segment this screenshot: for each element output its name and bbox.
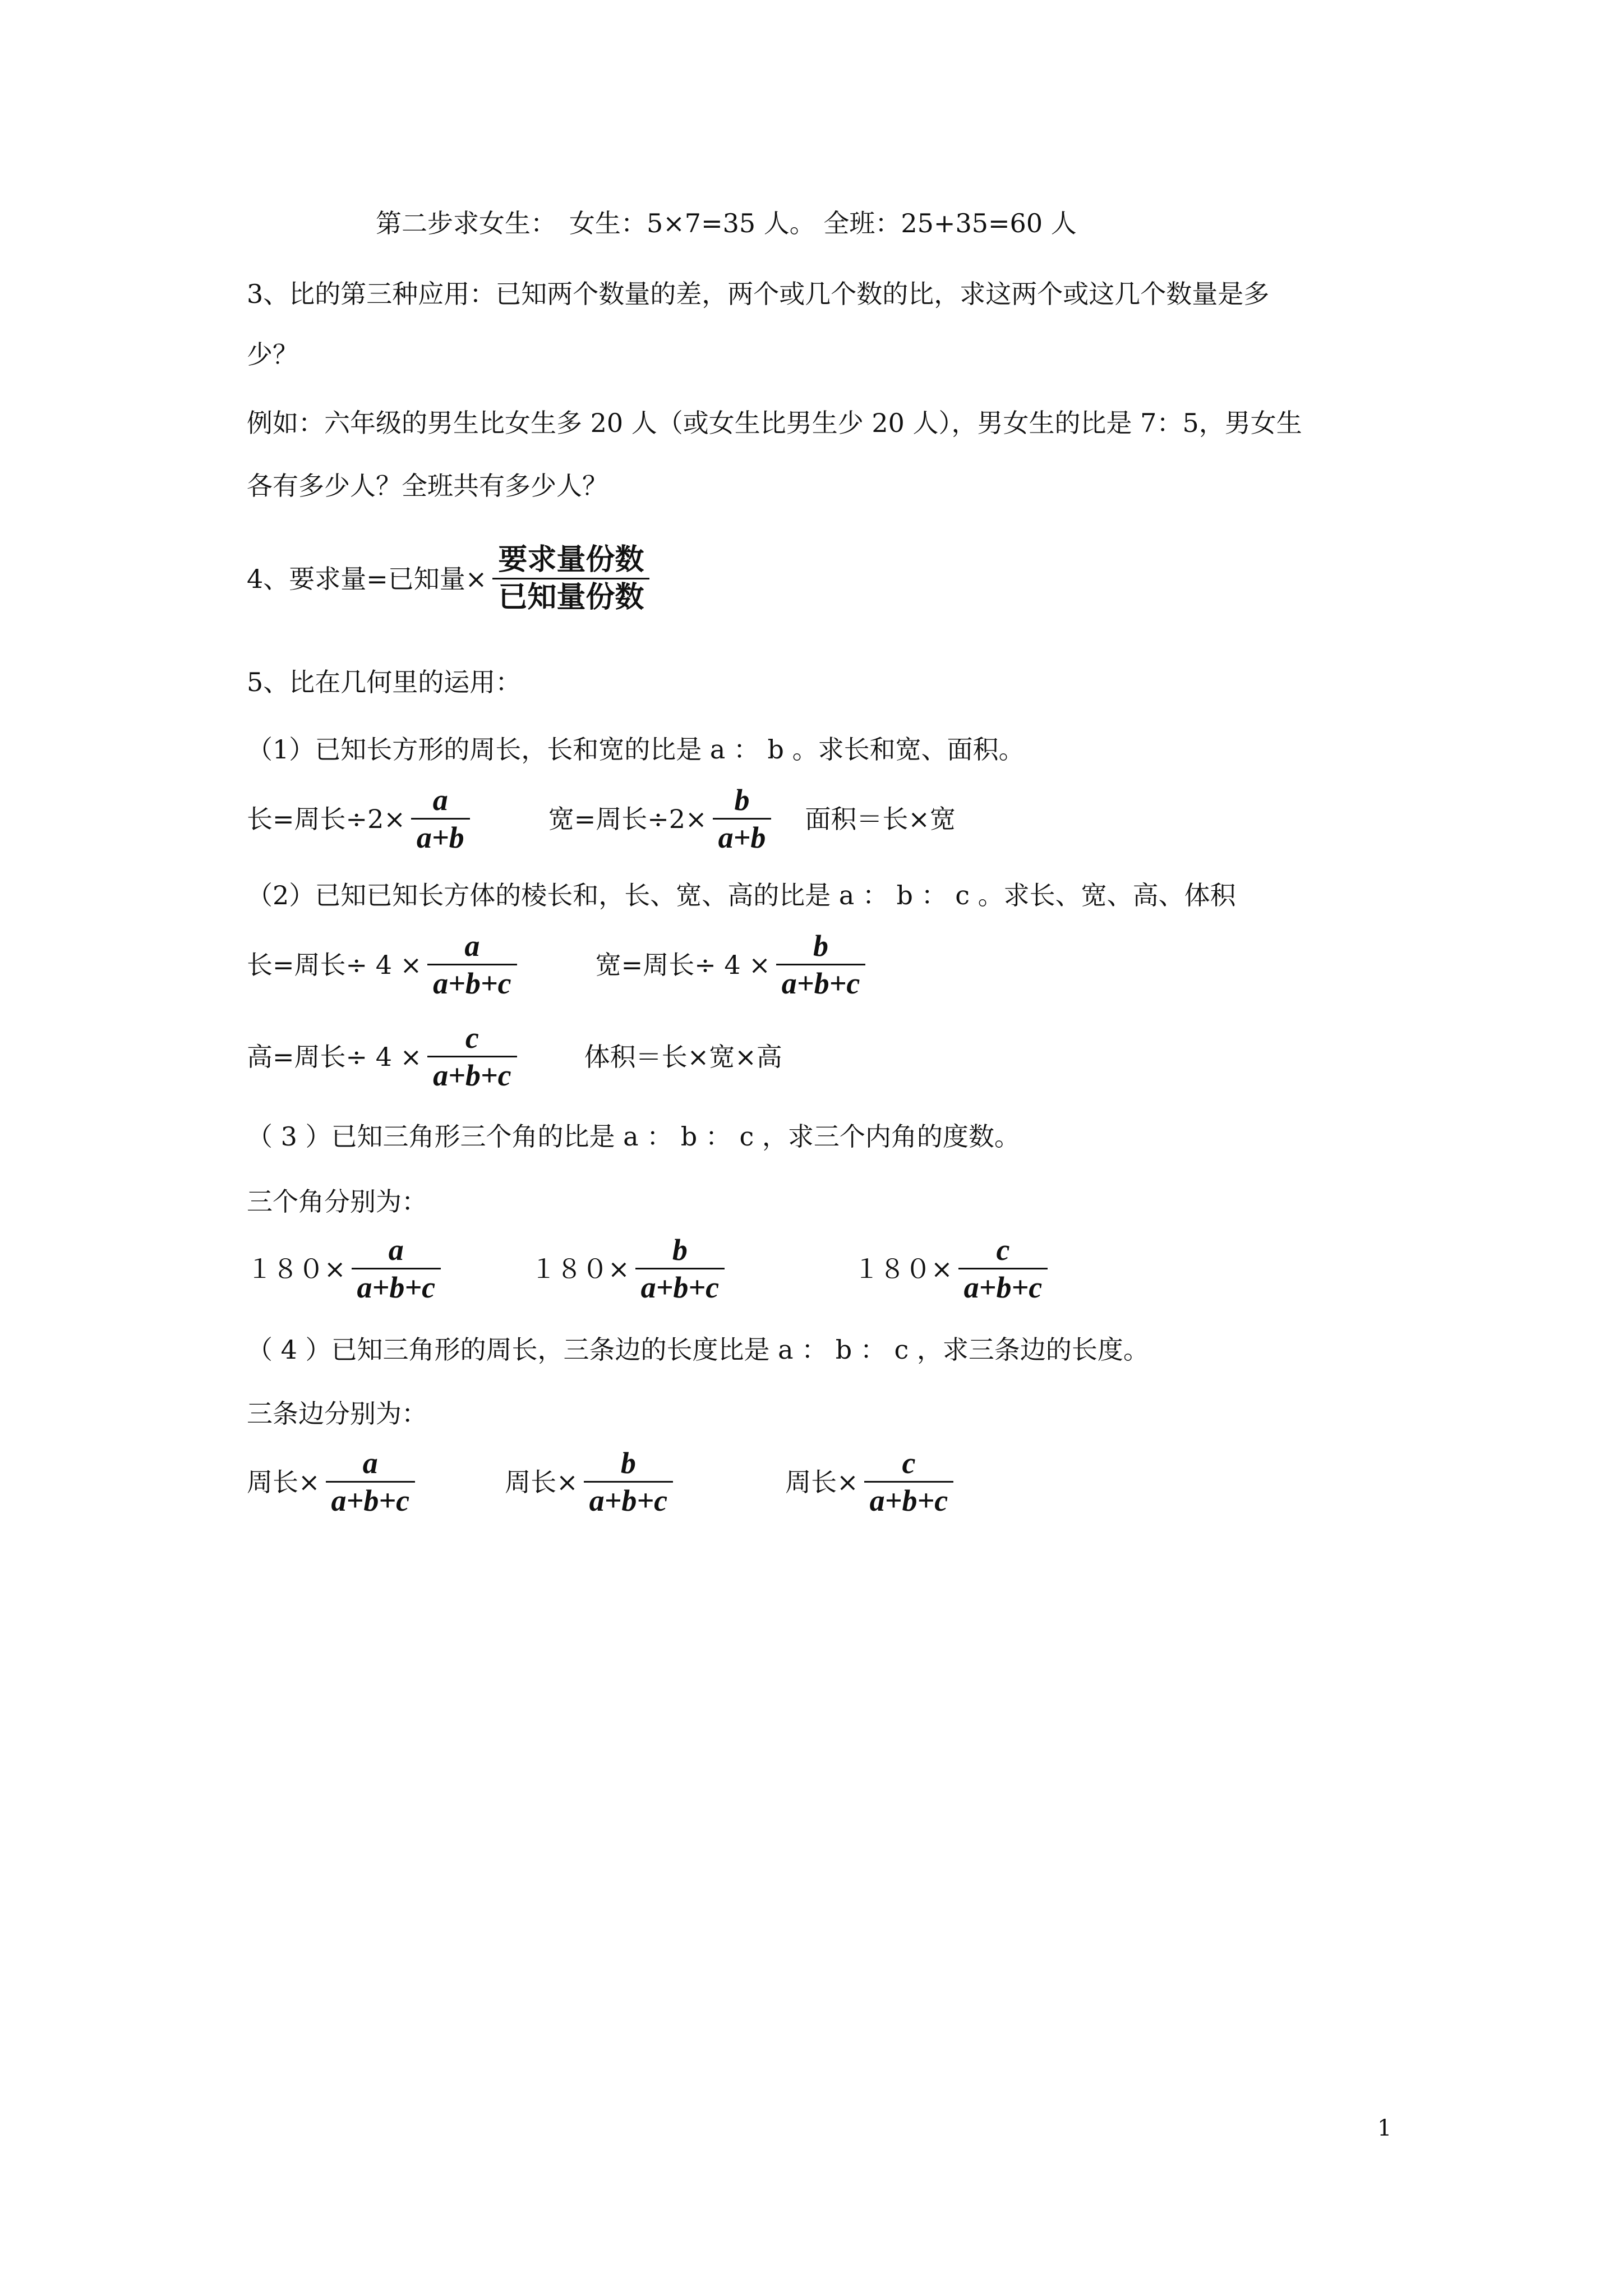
angle-prefix: １８０×	[854, 1253, 953, 1284]
box-volume-formula: 体积＝长×宽×高	[584, 1041, 782, 1072]
numerator: c	[465, 1021, 479, 1055]
item4-numerator: 要求量份数	[498, 543, 644, 577]
numerator: b	[620, 1446, 636, 1480]
text-line-sub4	[247, 1333, 1149, 1366]
formula-line-box-1	[247, 928, 871, 1001]
rect-length-fraction	[411, 782, 470, 855]
item4-fraction	[492, 542, 649, 615]
formula-line-rectangle	[247, 782, 956, 855]
denominator: a+b+c	[640, 1271, 720, 1304]
angle-c-fraction	[958, 1232, 1048, 1305]
example-text: 例如：六年级的男生比女生多 20 人（或女生比男生少 20 人），男女生的比是 7：5，男女生	[247, 408, 1302, 438]
item4-prefix: 4、要求量=已知量×	[247, 563, 487, 594]
text-line-example-cont	[247, 469, 608, 503]
denominator: a+b+c	[357, 1271, 436, 1304]
denominator: a+b	[416, 821, 464, 854]
rect-area-formula: 面积＝长×宽	[805, 803, 956, 834]
page-number: 1	[1377, 2115, 1392, 2141]
box-width-fraction	[776, 928, 866, 1001]
item4-denominator: 已知量份数	[498, 581, 644, 614]
numerator: b	[672, 1233, 688, 1267]
denominator: a+b+c	[433, 967, 511, 1000]
numerator: b	[734, 783, 750, 817]
angle-a-fraction	[352, 1232, 441, 1305]
text-line-sub2	[247, 878, 1236, 912]
formula-line-item4	[247, 542, 655, 615]
sides-label: 三条边分别为：	[247, 1398, 427, 1429]
sub3-text: （ 3 ）已知三角形三个角的比是 a ： b ： c ，求三个内角的度数。	[247, 1121, 1020, 1152]
text-line-example	[247, 406, 1302, 440]
denominator: a+b	[718, 821, 766, 854]
numerator: b	[813, 929, 829, 963]
denominator: a+b+c	[589, 1484, 668, 1517]
box-length-prefix: 长=周长÷ 4 ×	[247, 949, 422, 980]
rect-width-prefix: 宽=周长÷2×	[548, 803, 707, 834]
rect-length-prefix: 长=周长÷2×	[247, 803, 405, 834]
box-length-fraction	[427, 928, 517, 1001]
item3-text: 3、比的第三种应用：已知两个数量的差，两个或几个数的比，求这两个或这几个数量是多	[247, 279, 1270, 309]
sub4-text: （ 4 ）已知三角形的周长，三条边的长度比是 a ： b ： c ，求三条边的长度。	[247, 1335, 1149, 1365]
angle-prefix: １８０×	[531, 1253, 630, 1284]
text-line-step2	[376, 206, 1077, 240]
denominator: a+b+c	[331, 1484, 410, 1517]
angles-label: 三个角分别为：	[247, 1186, 427, 1217]
side-c-fraction	[864, 1445, 954, 1519]
numerator: c	[996, 1233, 1010, 1267]
text-line-sides	[247, 1397, 427, 1430]
numerator: a	[388, 1233, 404, 1267]
side-prefix: 周长×	[505, 1466, 578, 1497]
formula-line-sides	[247, 1445, 959, 1519]
formula-line-box-2	[247, 1020, 782, 1093]
text-line-item3-cont	[247, 338, 298, 371]
sub2-text: （2）已知已知长方体的棱长和，长、宽、高的比是 a ： b ： c 。求长、宽、高、体积	[247, 880, 1236, 910]
side-prefix: 周长×	[785, 1466, 859, 1497]
angle-b-fraction	[635, 1232, 725, 1305]
box-height-prefix: 高=周长÷ 4 ×	[247, 1041, 422, 1072]
example-text-cont: 各有多少人？全班共有多少人？	[247, 471, 608, 501]
side-a-fraction	[326, 1445, 416, 1519]
text-line-item3	[247, 277, 1269, 311]
box-width-prefix: 宽=周长÷ 4 ×	[595, 949, 771, 980]
box-height-fraction	[427, 1020, 517, 1093]
text-line-angles	[247, 1185, 427, 1218]
angle-prefix: １８０×	[247, 1253, 346, 1284]
denominator: a+b+c	[433, 1059, 511, 1092]
sub1-text: （1）已知长方形的周长，长和宽的比是 a ： b 。求长和宽、面积。	[247, 734, 1025, 765]
text-line-sub1	[247, 733, 1025, 766]
denominator: a+b+c	[963, 1271, 1043, 1304]
text-line-sub3	[247, 1120, 1020, 1153]
numerator: a	[362, 1446, 378, 1480]
denominator: a+b+c	[869, 1484, 948, 1517]
side-b-fraction	[584, 1445, 674, 1519]
formula-line-angles	[247, 1232, 1053, 1305]
numerator: a	[464, 929, 480, 963]
rect-width-fraction	[713, 782, 772, 855]
numerator: a	[432, 783, 448, 817]
item5-text: 5、比在几何里的运用：	[247, 667, 522, 697]
step2-text: 第二步求女生： 女生：5×7=35 人。 全班：25+35=60 人	[376, 208, 1077, 238]
item3-text-cont: 少？	[247, 339, 298, 370]
numerator: c	[902, 1446, 916, 1480]
side-prefix: 周长×	[247, 1466, 320, 1497]
text-line-item5	[247, 665, 521, 699]
denominator: a+b+c	[781, 967, 860, 1000]
